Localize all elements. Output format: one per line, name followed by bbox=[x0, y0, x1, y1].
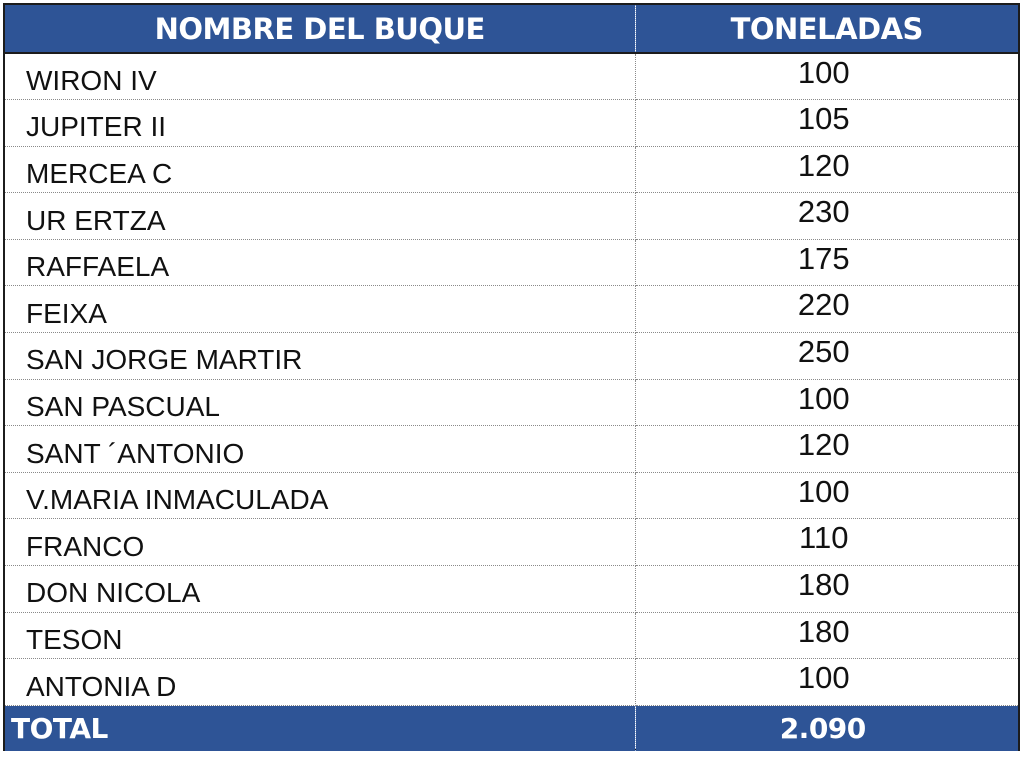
tonnage-cell[interactable]: 100 bbox=[635, 659, 1018, 706]
tonnage-cell[interactable]: 120 bbox=[635, 146, 1018, 193]
table-row bbox=[5, 146, 1018, 193]
table-row bbox=[5, 519, 1018, 566]
total-label-cell[interactable]: TOTAL bbox=[5, 705, 635, 751]
table-row bbox=[5, 239, 1018, 286]
vessel-name-cell[interactable]: FEIXA bbox=[5, 286, 635, 333]
vessel-name-cell[interactable]: UR ERTZA bbox=[5, 193, 635, 240]
vessel-name-cell[interactable]: TESON bbox=[5, 612, 635, 659]
tonnage-cell[interactable]: 250 bbox=[635, 333, 1018, 380]
table-row bbox=[5, 286, 1018, 333]
header-vessel-name[interactable]: NOMBRE DEL BUQUE bbox=[5, 5, 635, 53]
header-row bbox=[5, 5, 1018, 53]
table-row bbox=[5, 659, 1018, 706]
table-row bbox=[5, 426, 1018, 473]
vessel-tonnage-table bbox=[5, 5, 1018, 751]
tonnage-cell[interactable]: 220 bbox=[635, 286, 1018, 333]
table-body bbox=[5, 53, 1018, 705]
tonnage-cell[interactable]: 230 bbox=[635, 193, 1018, 240]
tonnage-cell[interactable]: 180 bbox=[635, 566, 1018, 613]
tonnage-cell[interactable]: 100 bbox=[635, 53, 1018, 100]
tonnage-cell[interactable]: 100 bbox=[635, 379, 1018, 426]
tonnage-cell[interactable]: 100 bbox=[635, 472, 1018, 519]
table-row bbox=[5, 333, 1018, 380]
tonnage-cell[interactable]: 105 bbox=[635, 100, 1018, 147]
vessel-name-cell[interactable]: WIRON IV bbox=[5, 53, 635, 100]
vessel-name-cell[interactable]: SANT ´ANTONIO bbox=[5, 426, 635, 473]
tonnage-cell[interactable]: 120 bbox=[635, 426, 1018, 473]
vessel-name-cell[interactable]: MERCEA C bbox=[5, 146, 635, 193]
vessel-name-cell[interactable]: RAFFAELA bbox=[5, 239, 635, 286]
vessel-name-cell[interactable]: SAN JORGE MARTIR bbox=[5, 333, 635, 380]
spreadsheet-range bbox=[3, 3, 1020, 751]
vessel-name-cell[interactable]: JUPITER II bbox=[5, 100, 635, 147]
tonnage-cell[interactable]: 180 bbox=[635, 612, 1018, 659]
vessel-name-cell[interactable]: FRANCO bbox=[5, 519, 635, 566]
vessel-name-cell[interactable]: ANTONIA D bbox=[5, 659, 635, 706]
vessel-name-cell[interactable]: DON NICOLA bbox=[5, 566, 635, 613]
vessel-name-cell[interactable]: SAN PASCUAL bbox=[5, 379, 635, 426]
vessel-name-cell[interactable]: V.MARIA INMACULADA bbox=[5, 472, 635, 519]
table-row bbox=[5, 472, 1018, 519]
table-row bbox=[5, 100, 1018, 147]
table-row bbox=[5, 53, 1018, 100]
table-row bbox=[5, 566, 1018, 613]
tonnage-cell[interactable]: 110 bbox=[635, 519, 1018, 566]
table-row bbox=[5, 612, 1018, 659]
header-tonnage[interactable]: TONELADAS bbox=[635, 5, 1018, 53]
total-value-cell[interactable]: 2.090 bbox=[635, 705, 1018, 751]
table-row bbox=[5, 379, 1018, 426]
total-row bbox=[5, 705, 1018, 751]
tonnage-cell[interactable]: 175 bbox=[635, 239, 1018, 286]
table-row bbox=[5, 193, 1018, 240]
